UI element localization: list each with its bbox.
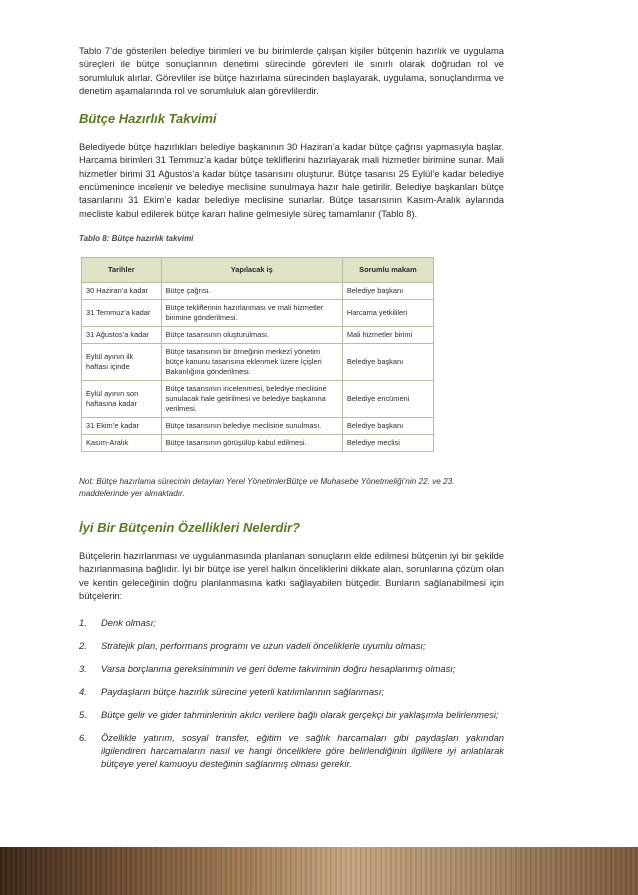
list-item: [79, 731, 504, 770]
list-item-text: Varsa borçlanma gereksiniminin ve geri ödeme takviminin doğru hesaplanmış olması;: [101, 663, 456, 675]
table-row: [82, 417, 434, 434]
list-item: [79, 639, 504, 652]
section-heading-budget-calendar: Bütçe Hazırlık Takvimi: [79, 111, 217, 127]
table-cell-task: Bütçe tasarısının belediye meclisine sunulması.: [161, 417, 342, 434]
table-cell-date: 31 Ağustos’a kadar: [82, 326, 162, 343]
table-cell-date: Eylül ayının son haftasına kadar: [82, 380, 162, 417]
table-cell-date: 31 Ekim’e kadar: [82, 417, 162, 434]
list-item-text: Denk olması;: [101, 617, 156, 629]
list-item-text: Bütçe gelir ve gider tahminlerinin akılcı verilere bağlı olarak gerçekçi bir yaklaşımla belirlenmesi;: [101, 709, 499, 721]
table-cell-authority: Belediye encümeni: [342, 380, 433, 417]
header-dates: Tarihler: [82, 257, 162, 282]
table-header-row: [82, 257, 434, 282]
list-item-number: 5.: [79, 709, 87, 721]
table-cell-task: Bütçe tekliflerinin hazırlanması ve mali hizmetler birimine gönderilmesi.: [161, 299, 342, 326]
table-row: [82, 282, 434, 299]
list-item-text: Özellikle yatırım, sosyal transfer, eğitim ve sağlık harcamaları gibi paydaşları yakından ilgilendiren harcamaların nasıl ve hangi önceliklere göre belirlendiğinin ilgililere iyi anlatılarak bütçeye yerel kamuoyu desteğinin sağlanmış olması gerekir.: [101, 732, 504, 770]
table-cell-task: Bütçe tasarısının oluşturulması.: [161, 326, 342, 343]
table-cell-authority: Belediye başkanı: [342, 282, 433, 299]
list-item: [79, 685, 504, 698]
table-cell-task: Bütçe tasarısının bir örneğinin merkezî yönetim bütçe kanunu tasarısına eklenmek üzere İçişleri Bakanlığına gönderilmesi.: [161, 343, 342, 380]
table-row: [82, 299, 434, 326]
intro-paragraph: Tablo 7’de gösterilen belediye birimleri ve bu birimlerde çalışan kişiler bütçenin hazırlık ve uygulama süreçleri ile bütçe sonuçlarının denetimi sürecinde görevleri ile sınırlı olarak doğrudan rol ve sorumluluk alırlar. Görevliler ise bütçe hazırlama sürecinden başlayarak, uygulama, sonuçlandırma ve denetim aşamalarında rol ve sorumluluk alan görevlilerdir.: [79, 45, 504, 96]
list-item-number: 3.: [79, 663, 87, 675]
table-row: [82, 380, 434, 417]
table-row: [82, 326, 434, 343]
table-note: Not: Bütçe hazırlama sürecinin detayları Yerel YönetimlerBütçe ve Muhasebe Yönetmeliği’nin 22. ve 23. maddelerinde yer almaktadır.: [79, 476, 455, 498]
table-cell-authority: Belediye başkanı: [342, 417, 433, 434]
list-item: [79, 616, 504, 629]
list-item: [79, 662, 504, 675]
header-authority: Sorumlu makam: [342, 257, 433, 282]
list-item: [79, 708, 504, 721]
table-cell-date: 31 Temmuz’a kadar: [82, 299, 162, 326]
table-cell-task: Bütçe tasarısının incelenmesi, belediye meclisine sunulacak hale getirilmesi ve belediye başkanına verilmesi.: [161, 380, 342, 417]
table-cell-authority: Harcama yetkilileri: [342, 299, 433, 326]
section-heading-good-budget: İyi Bir Bütçenin Özellikleri Nelerdir?: [79, 519, 301, 535]
list-item-number: 1.: [79, 617, 87, 629]
list-item-text: Stratejik plan, performans programı ve uzun vadeli önceliklerle uyumlu olması;: [101, 640, 426, 652]
budget-criteria-list: [79, 616, 504, 770]
table-cell-date: Eylül ayının ilk haftası içinde: [82, 343, 162, 380]
list-item-number: 6.: [79, 732, 87, 744]
table-cell-authority: Mali hizmetler birimi: [342, 326, 433, 343]
budget-calendar-table: [81, 257, 434, 452]
footer-wood-band: [0, 847, 638, 895]
budget-calendar-paragraph: Belediyede bütçe hazırlıkları belediye başkanının 30 Haziran’a kadar bütçe çağrısı yapmasıyla başlar. Harcama birimleri 31 Temmuz’a kadar bütçe tekliflerini hazırlayarak mali hizmetler birimine sunar. Mali hizmetler birimi 31 Ağustos’a kadar bütçe tasarısını oluşturur. Bütçe tasarısı 25 Eylül’e kadar belediye encümenince incelenir ve belediye meclisine sunulmaya hazır hale getirilir. Belediye başkanları bütçe tasarılarını 31 Ekim’e kadar belediye meclisine sunarlar. Bütçe tasarısının Kasım-Aralık aylarında mecliste kabul edilerek bütçe kararı haline gelmesiyle süreç tamamlanır (Tablo 8).: [79, 141, 504, 219]
table-cell-date: Kasım-Aralık: [82, 434, 162, 451]
table-row: [82, 343, 434, 380]
list-item-number: 4.: [79, 686, 87, 698]
page-content: [79, 44, 504, 780]
table-cell-date: 30 Haziran’a kadar: [82, 282, 162, 299]
table-cell-authority: Belediye meclisi: [342, 434, 433, 451]
table-caption: Tablo 8: Bütçe hazırlık takvimi: [79, 233, 194, 243]
good-budget-paragraph: Bütçelerin hazırlanması ve uygulanmasında planlanan sonuçların elde edilmesi bütçenin iyi bir şekilde hazırlanmasına bağlıdır. İyi bir bütçe ise yerel halkın önceliklerini dikkate alan, sorunlarına çözüm olan ve kentin geleceğinin doğru planlanmasına katkı sağlayabilen bütçedir. Bunların sağlanabilmesi için bütçelerin:: [79, 549, 504, 601]
table-cell-task: Bütçe tasarısının görüşülüp kabul edilmesi.: [161, 434, 342, 451]
list-item-text: Paydaşların bütçe hazırlık sürecine yeterli katılımlarının sağlanması;: [101, 686, 384, 698]
header-task: Yapılacak iş: [161, 257, 342, 282]
table-cell-authority: Belediye başkanı: [342, 343, 433, 380]
table-row: [82, 434, 434, 451]
list-item-number: 2.: [79, 640, 87, 652]
table-cell-task: Bütçe çağrısı.: [161, 282, 342, 299]
